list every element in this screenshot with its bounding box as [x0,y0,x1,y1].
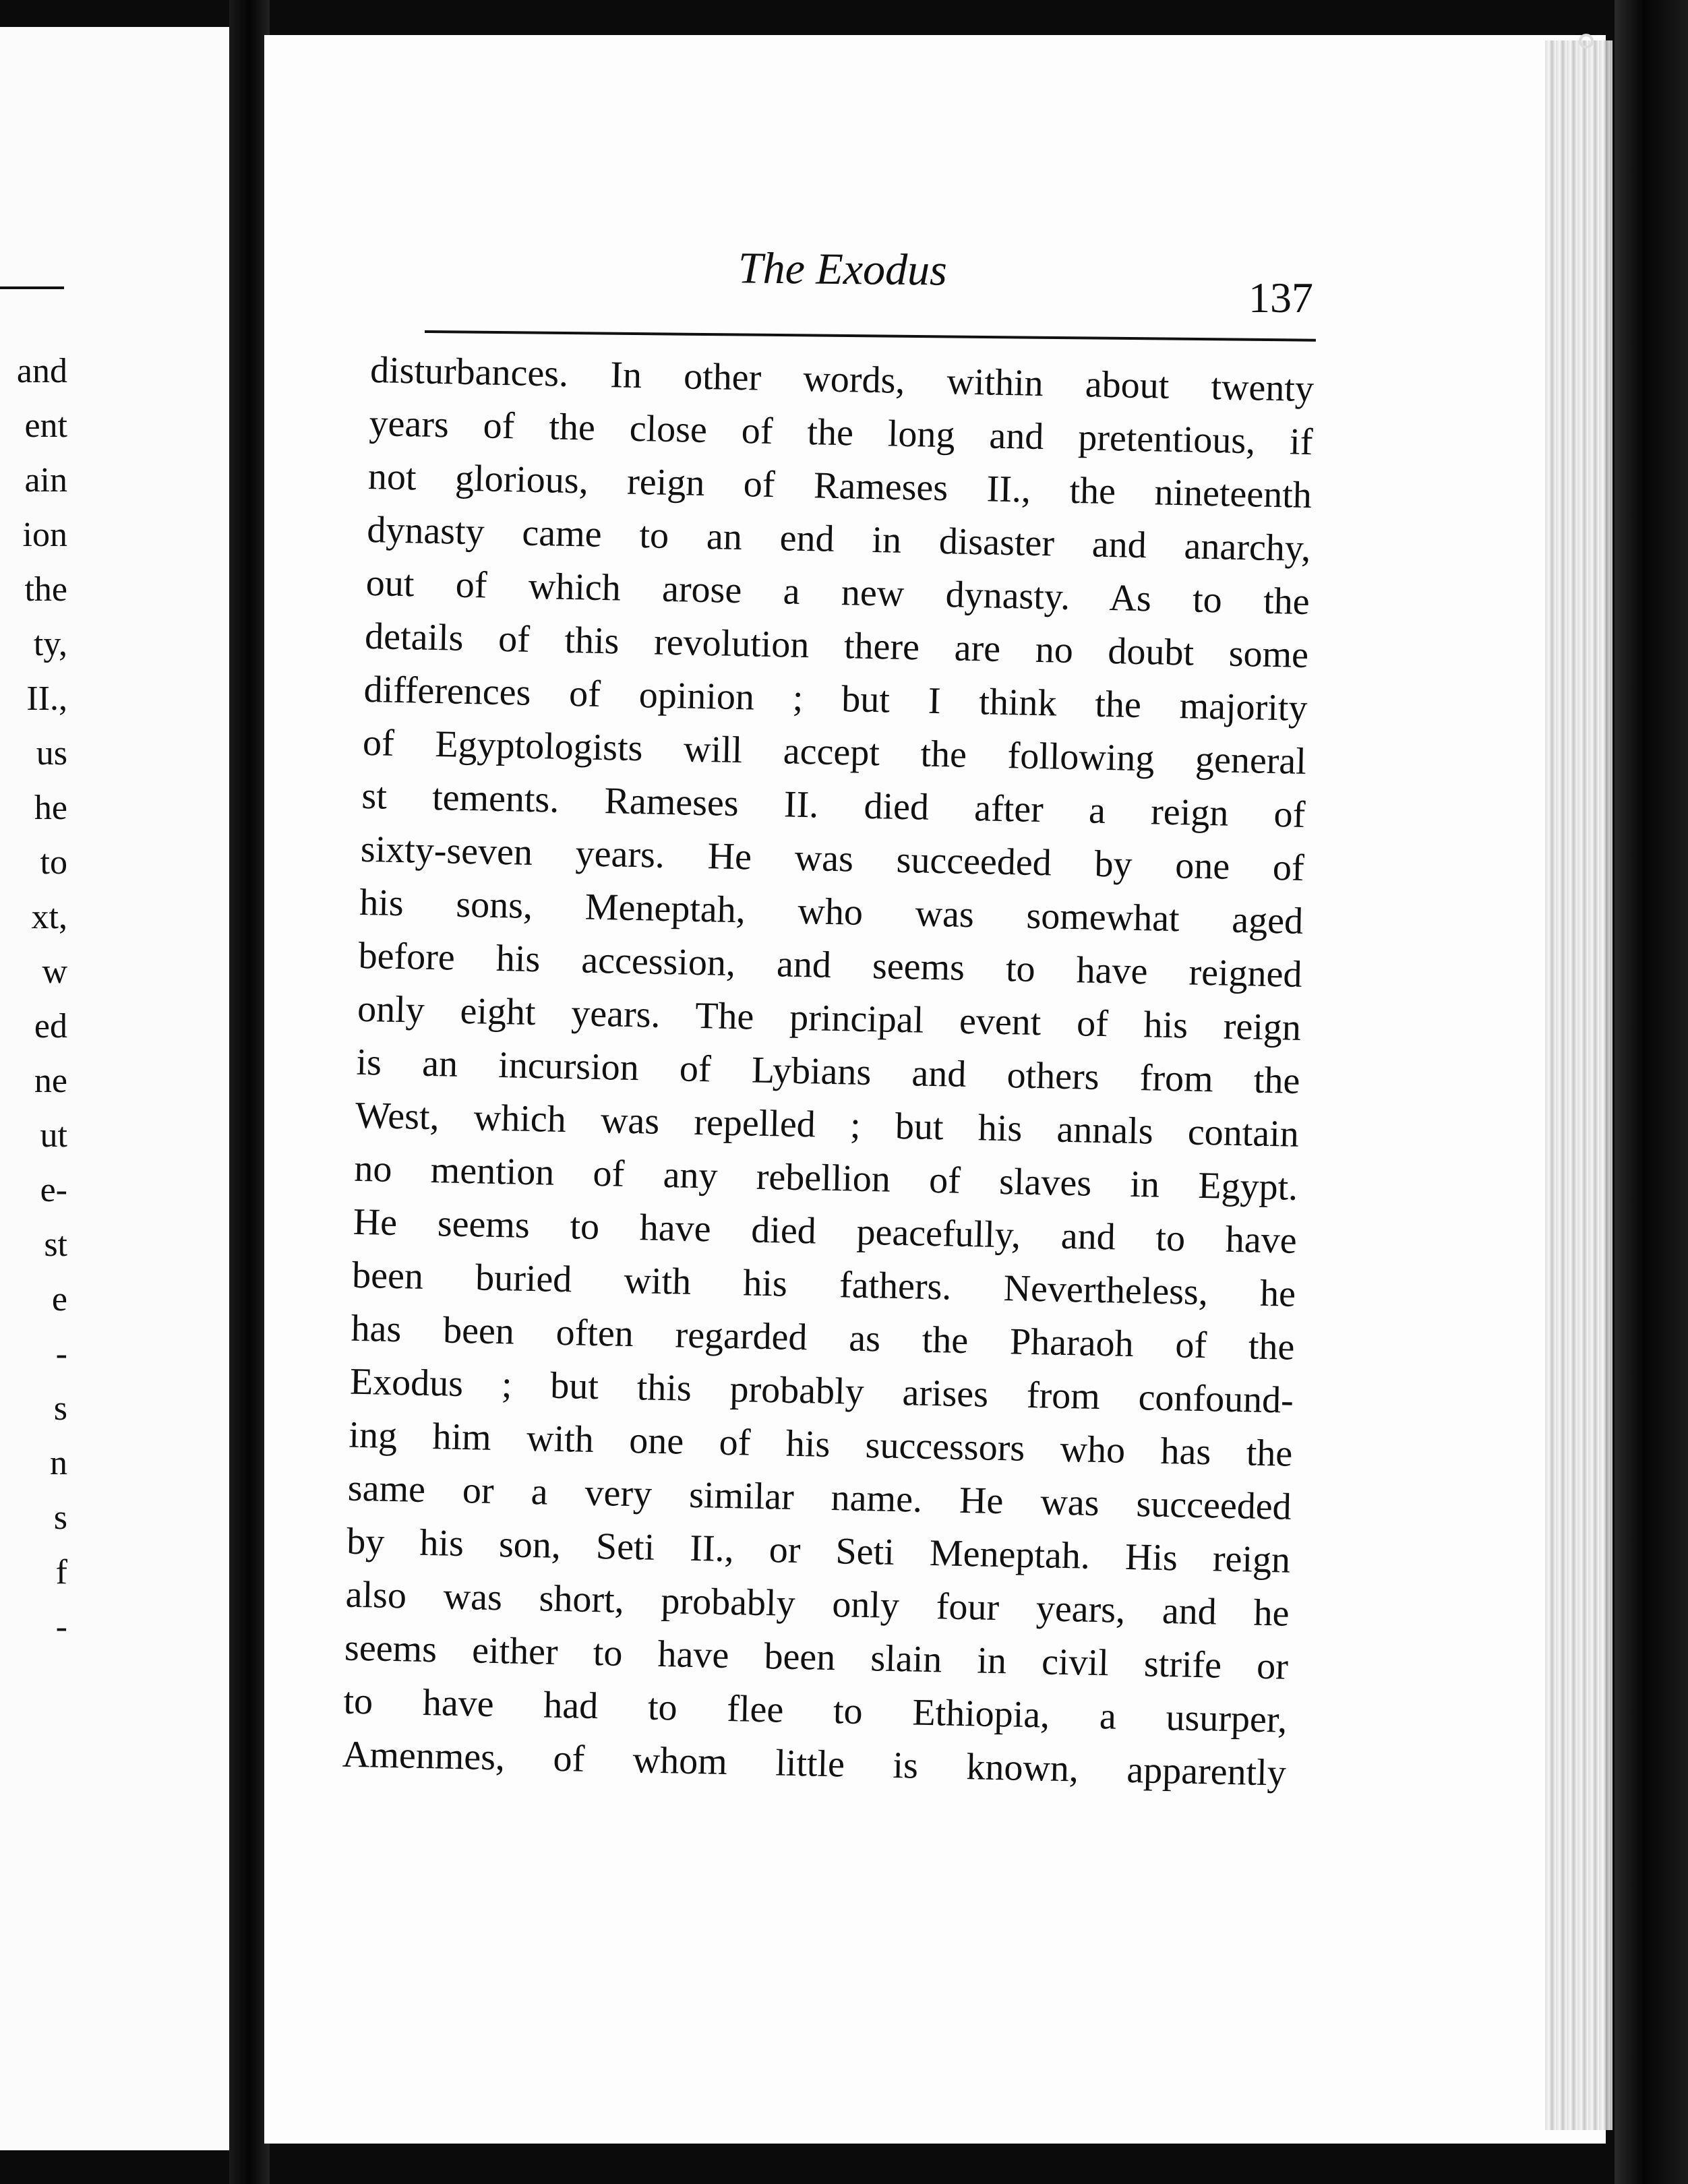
text-line: before his accession, and seems to have reigned [358,934,1303,996]
text-line: He seems to have died peacefully, and to have [353,1201,1298,1262]
left-page-header-rule [0,286,64,289]
page-number: 137 [1248,274,1313,322]
text-line: not glorious, reign of Rameses II., the nineteenth [367,455,1313,517]
text-line: West, which was repelled ; but his annals contain [355,1094,1300,1155]
text-line: dynasty came to an end in disaster and anarchy, [366,508,1311,570]
left-fragment: f [55,1553,67,1591]
left-fragment: ne [34,1062,67,1100]
text-line: disturbances. In other words, within about twenty [369,348,1315,411]
left-fragment: n [50,1444,67,1482]
text-line: out of which arose a new dynasty. As to the [365,562,1310,624]
left-fragment: ty, [33,625,67,663]
left-fragment: - [55,1608,67,1646]
left-fragment: w [42,952,67,991]
text-line: his sons, Meneptah, who was somewhat aged [359,881,1304,942]
left-fragment: ent [24,406,67,445]
text-line: Exodus ; but this probably arises from confound- [349,1360,1294,1422]
text-line: years of the close of the long and pretentious, if [369,402,1313,464]
book-binding-edge [1615,0,1688,2184]
book-gutter [229,0,270,2184]
body-text-block [342,344,1315,1800]
left-fragment: s [53,1498,67,1537]
text-line: by his son, Seti II., or Seti Meneptah. His reign [346,1520,1291,1581]
left-fragment: ut [40,1116,67,1155]
left-fragment: and [16,352,67,390]
text-line: been buried with his fathers. Nevertheless, he [351,1254,1296,1315]
left-facing-page [0,27,229,2150]
left-fragment: the [24,570,67,609]
left-fragment: s [53,1389,67,1428]
text-line: details of this revolution there are no doubt some [364,615,1309,677]
text-line: seems either to have been slain in civil strife or [344,1627,1289,1688]
left-fragment: xt, [31,898,67,936]
text-line: st tements. Rameses II. died after a reign of [361,775,1306,836]
text-line: is an incursion of Lybians and others from the [355,1041,1300,1102]
text-line: same or a very similar name. He was succeeded [347,1467,1292,1528]
text-line: has been often regarded as the Pharaoh of the [351,1307,1296,1368]
left-fragment: II., [26,679,67,718]
left-fragment: - [55,1335,67,1373]
left-fragment: e- [40,1171,67,1209]
left-fragment: ed [34,1007,67,1045]
running-head-title: The Exodus [737,243,948,295]
left-fragment: to [40,843,67,882]
text-line: only eight years. The principal event of his reign [357,988,1302,1049]
left-page-text-fragments [0,344,67,1654]
page-stack-edge [1545,40,1612,2130]
left-fragment: us [36,734,67,772]
left-fragment: he [34,789,67,827]
left-fragment: ion [22,516,67,554]
text-line: also was short, probably only four years, and he [345,1573,1290,1635]
text-line: sixty-seven years. He was succeeded by one of [360,828,1305,889]
text-line: differences of opinion ; but I think the majority [363,668,1308,729]
text-line: to have had to flee to Ethiopia, a usurper, [342,1680,1288,1741]
text-line: ing him with one of his successors who has the [348,1414,1293,1475]
left-fragment: ain [24,461,67,499]
left-fragment: e [51,1280,67,1318]
left-fragment: st [44,1225,67,1264]
scan-corner-mark [1579,34,1594,49]
text-line: of Egyptologists will accept the following general [362,721,1307,783]
text-line: Amenmes, of whom little is known, apparently [342,1733,1287,1794]
text-line: no mention of any rebellion of slaves in Egypt. [353,1147,1298,1209]
